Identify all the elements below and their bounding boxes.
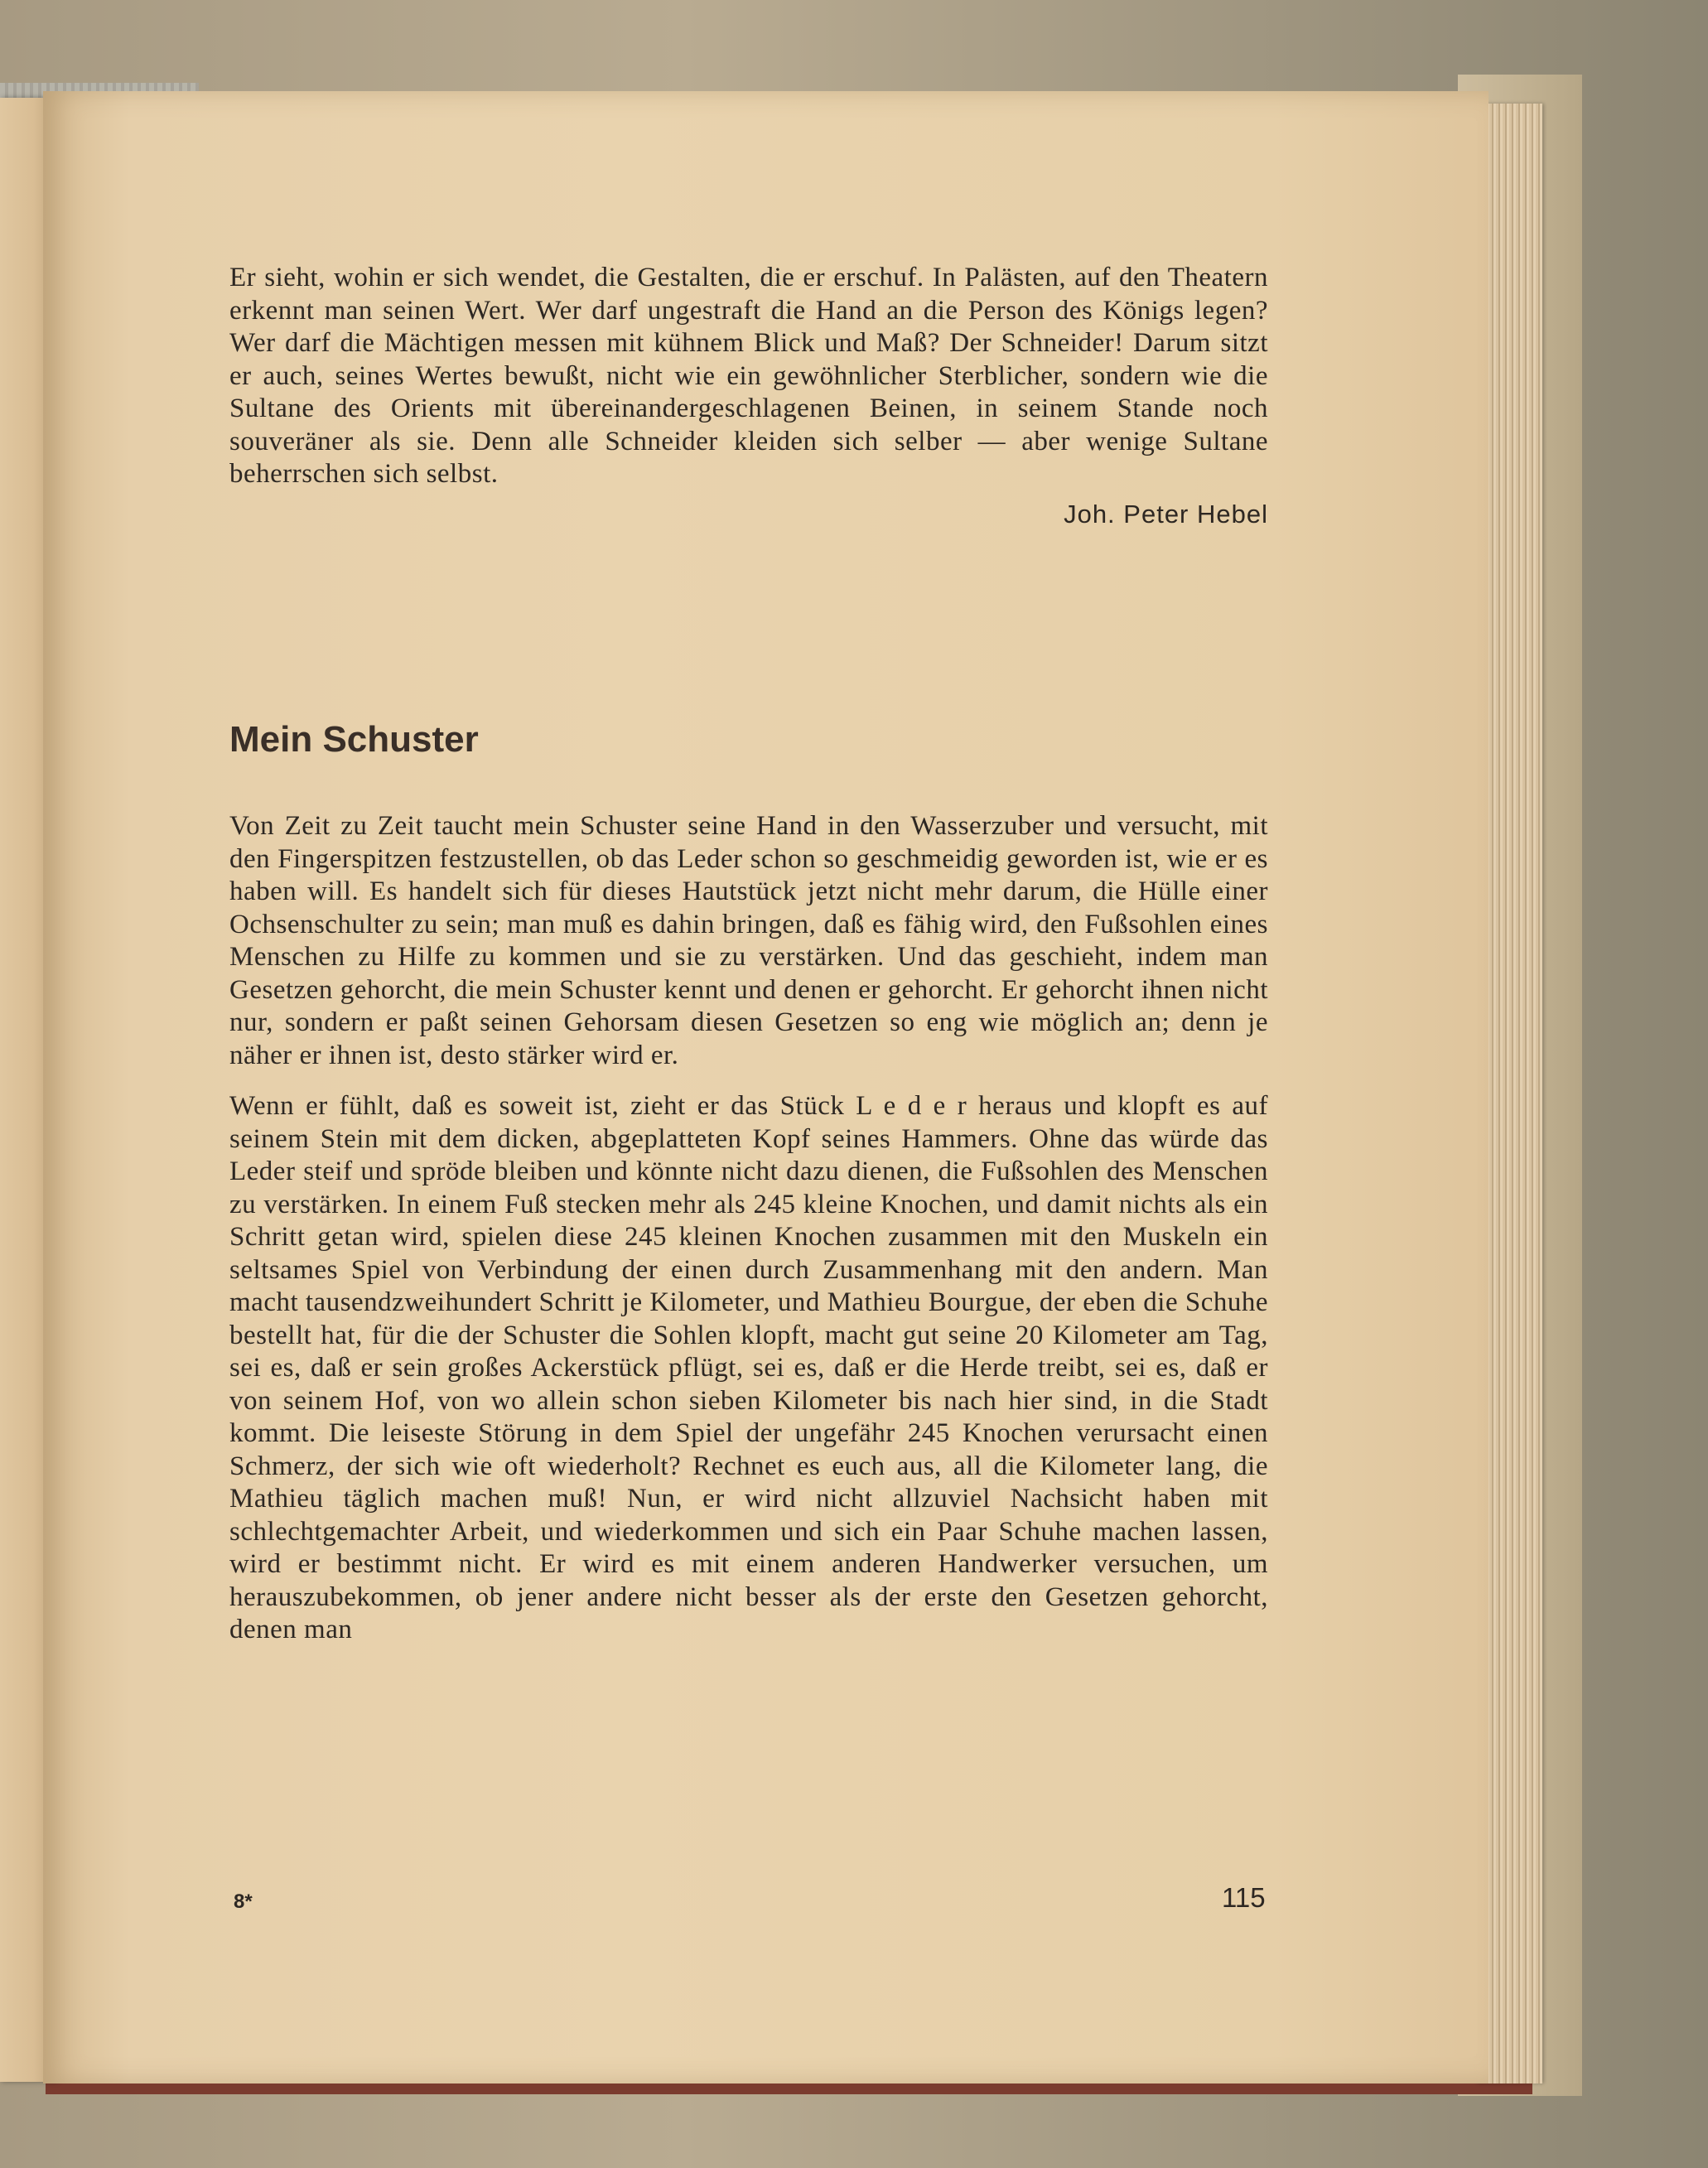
chapter-title: Mein Schuster [229,719,479,760]
chapter-body [229,810,1268,1647]
signature-mark: 8* [234,1890,253,1913]
quote-block [229,262,1268,529]
quote-text: Er sieht, wohin er sich wendet, die Gestalten, die er erschuf. In Palästen, auf den Theatern erkennt man seinen Wert. Wer darf ungestraft die Hand an die Person des Königs legen? Wer darf die Mächtigen messen mit kühnem Blick und Maß? Der Schneider! Darum sitzt er auch, seines Wertes bewußt, nicht wie ein gewöhnlicher Sterblicher, sondern wie die Sultane des Orients mit übereinandergeschlagenen Beinen, in seinem Stande noch souveräner als sie. Denn alle Schneider kleiden sich selber — aber wenige Sultane beherrschen sich selbst. [229,263,1268,489]
chapter-paragraph-1: Von Zeit zu Zeit taucht mein Schuster seine Hand in den Wasserzuber und versucht, mit den Fingerspitzen festzustellen, ob das Leder schon so geschmeidig geworden ist, wie er es haben will. Es handelt sich für dieses Hautstück jetzt nicht mehr darum, die Hülle einer Ochsenschulter zu sein; man muß es dahin bringen, daß es fähig wird, den Fußsohlen eines Menschen zu Hilfe zu kommen und sie zu verstärken. Und das geschieht, indem man Gesetzen gehorcht, die mein Schuster kennt und denen er gehorcht. Er gehorcht ihnen nicht nur, sondern er paßt seinen Gehorsam diesen Gesetzen so eng wie möglich an; denn je näher er ihnen ist, desto stärker wird er. [229,811,1268,1070]
chapter-paragraph-2: Wenn er fühlt, daß es soweit ist, zieht er das Stück L e d e r heraus und klopft es auf seinem Stein mit dem dicken, abgeplatteten Kopf seines Hammers. Ohne das würde das Leder steif und spröde bleiben und könnte nicht dazu dienen, die Fußsohlen des Menschen zu verstärken. In einem Fuß stecken mehr als 245 kleine Knochen, und damit nichts als ein Schritt getan wird, spielen diese 245 kleinen Knochen zusammen mit den Muskeln ein seltsames Spiel von Verbindung der einen durch Zusammenhang mit den andern. Man macht tausendzweihundert Schritt je Kilometer, und Mathieu Bourgue, der eben die Schuhe bestellt hat, für die der Schuster die Sohlen klopft, macht gut seine 20 Kilometer am Tag, sei es, daß er sein großes Ackerstück pflügt, sei es, daß er die Herde treibt, sei es, daß er von seinem Hof, von wo allein schon sieben Kilometer bis nach hier sind, in die Stadt kommt. Die leiseste Störung in dem Spiel der ungefähr 245 Knochen verursacht einen Schmerz, der sich wie oft wiederholt? Rechnet es euch aus, all die Kilometer lang, die Mathieu täglich machen muß! Nun, er wird nicht allzuviel Nachsicht haben mit schlechtgemachter Arbeit, und wiederkommen und sich ein Paar Schuhe machen lassen, wird er bestimmt nicht. Er wird es mit einem anderen Handwerker versuchen, um herauszubekommen, ob jener andere nicht besser als der erste den Gesetzen gehorcht, denen man [229,1091,1268,1644]
page-number: 115 [1222,1882,1266,1913]
quote-author: Joh. Peter Hebel [1064,499,1268,529]
